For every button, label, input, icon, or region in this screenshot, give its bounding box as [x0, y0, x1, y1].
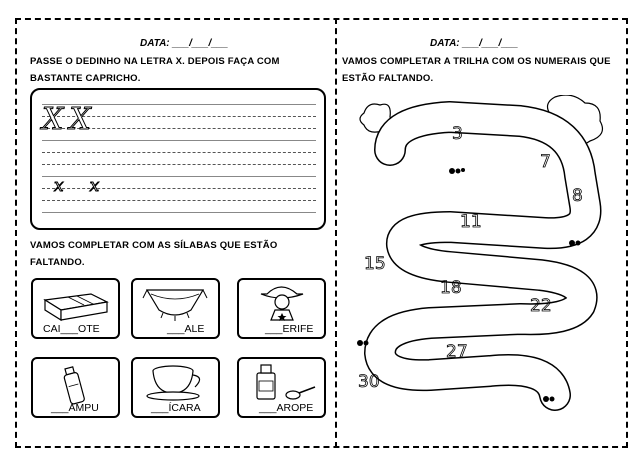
- left-date: DATA: ___/___/___: [140, 38, 229, 49]
- track-number-3: 3: [452, 124, 463, 144]
- track-number-18: 18: [440, 278, 462, 298]
- trace-letters-lowercase: xx: [54, 176, 126, 196]
- track-number-7: 7: [540, 152, 551, 172]
- card-shampoo: [31, 357, 120, 418]
- instruction-track: VAMOS COMPLETAR A TRILHA COM OS NUMERAIS QUE ESTÃO FALTANDO.: [342, 56, 611, 84]
- track-number-11: 11: [460, 212, 482, 232]
- card-shawl: [131, 278, 220, 339]
- card-label-box: CAI___OTE: [43, 323, 100, 335]
- page-divider: [335, 18, 337, 448]
- track-number-27: 27: [446, 342, 468, 362]
- card-syrup: [237, 357, 326, 418]
- card-box: [31, 278, 120, 339]
- card-label-cup: ___ÍCARA: [151, 402, 201, 414]
- instruction-syllables: VAMOS COMPLETAR COM AS SÍLABAS QUE ESTÃO FALTANDO.: [30, 240, 278, 268]
- track-number-22: 22: [530, 296, 552, 316]
- card-label-shampoo: ___AMPU: [51, 402, 99, 414]
- handwriting-box: [30, 88, 326, 230]
- track-number-15: 15: [364, 254, 386, 274]
- card-label-syrup: ___AROPE: [259, 402, 314, 414]
- number-track-illustration: [340, 95, 625, 415]
- instruction-trace: PASSE O DEDINHO NA LETRA X. DEPOIS FAÇA COM BASTANTE CAPRICHO.: [30, 56, 280, 84]
- card-label-sheriff: ___ERIFE: [265, 323, 314, 335]
- card-sheriff: [237, 278, 326, 339]
- card-label-shawl: ___ALE: [167, 323, 205, 335]
- card-cup: [131, 357, 220, 418]
- right-date: DATA: ___/___/___: [430, 38, 519, 49]
- trace-letters-uppercase: XX: [42, 102, 97, 137]
- track-number-30: 30: [358, 372, 380, 392]
- track-number-8: 8: [572, 186, 583, 206]
